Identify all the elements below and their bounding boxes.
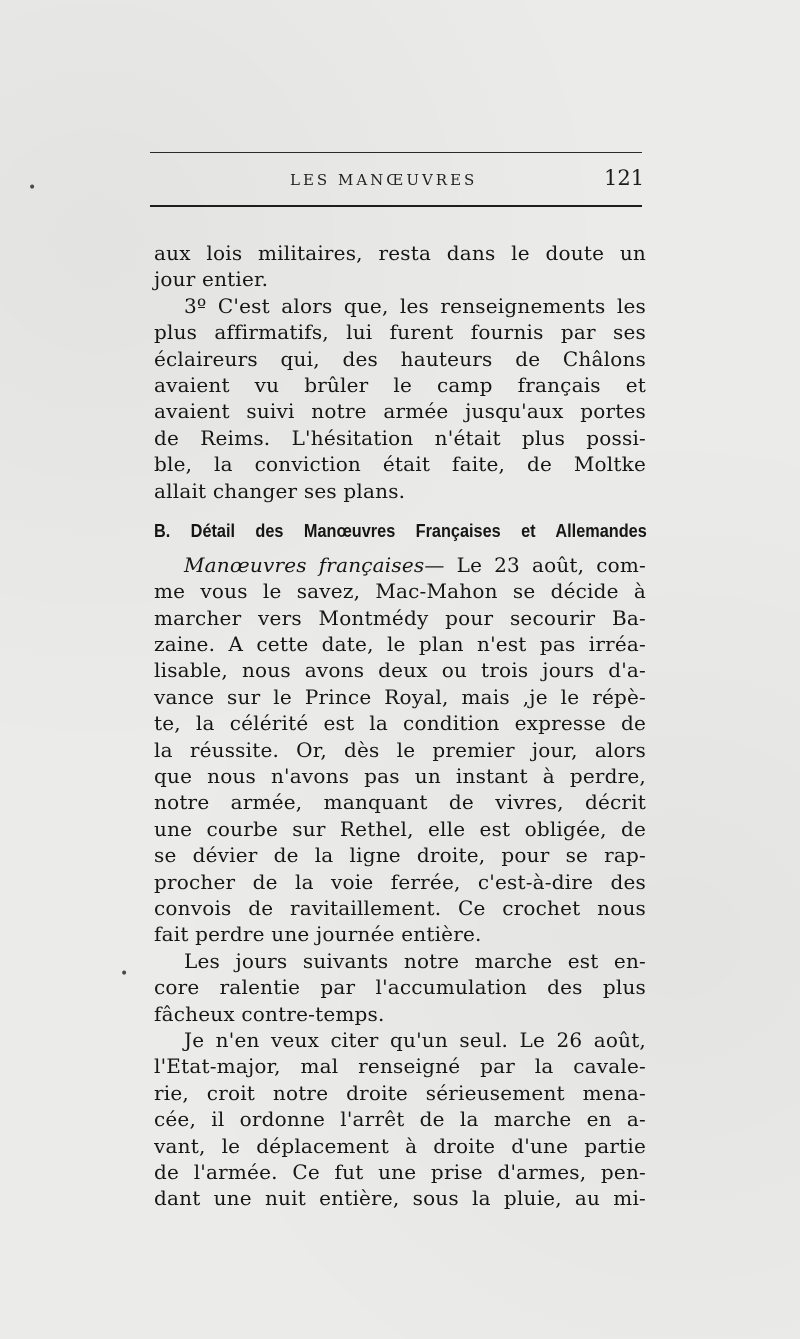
- header-rule-top: [150, 152, 642, 153]
- text-line: convois de ravitaillement. Ce crochet nous: [154, 895, 646, 920]
- text-line: une courbe sur Rethel, elle est obligée, de: [154, 816, 646, 841]
- text-line: plus affirmatifs, lui furent fournis par ses: [154, 320, 646, 345]
- text-line: fait perdre une journée entière.: [154, 922, 482, 947]
- text-line: l'Etat-major, mal renseigné par la cavale-: [154, 1054, 646, 1079]
- text-line: lisable, nous avons deux ou trois jours d'a-: [154, 658, 646, 683]
- text-line: vant, le déplacement à droite d'une partie: [154, 1133, 646, 1158]
- text-line: te, la célérité est la condition expresse de: [154, 711, 646, 736]
- page-number: 121: [604, 166, 645, 190]
- text-line: Je n'en veux citer qu'un seul. Le 26 août,: [184, 1027, 646, 1052]
- text-line: dant une nuit entière, sous la pluie, au mi-: [154, 1186, 646, 1211]
- text-line: Les jours suivants notre marche est en-: [184, 948, 646, 973]
- text-line: la réussite. Or, dès le premier jour, alors: [154, 737, 646, 762]
- body-text: [154, 240, 646, 1212]
- print-speck: •: [120, 966, 129, 982]
- text-line: jour entier.: [154, 267, 269, 292]
- text-line: rie, croit notre droite sérieusement mena-: [154, 1080, 646, 1105]
- text-line: avaient suivi notre armée jusqu'aux portes: [154, 399, 646, 424]
- text-line: cée, il ordonne l'arrêt de la marche en a-: [154, 1107, 646, 1132]
- text-line: ble, la conviction était faite, de Moltke: [154, 452, 646, 477]
- text-line: avaient vu brûler le camp français et: [154, 372, 646, 397]
- lead-rest: — Le 23 août, com-: [424, 552, 646, 577]
- text-line: de l'armée. Ce fut une prise d'armes, pen-: [154, 1159, 646, 1184]
- text-line: de Reims. L'hésitation n'était plus possi-: [154, 425, 646, 450]
- print-speck: •: [28, 180, 37, 196]
- text-line: me vous le savez, Mac-Mahon se décide à: [154, 579, 646, 604]
- text-line: notre armée, manquant de vivres, décrit: [154, 790, 646, 815]
- text-line: éclaireurs qui, des hauteurs de Châlons: [154, 346, 646, 371]
- text-line: aux lois militaires, resta dans le doute un: [154, 241, 646, 265]
- text-line: allait changer ses plans.: [154, 478, 406, 503]
- text-line: zaine. A cette date, le plan n'est pas irréa-: [154, 632, 646, 657]
- text-line: core ralentie par l'accumulation des plus: [154, 975, 646, 1000]
- text-line: procher de la voie ferrée, c'est-à-dire des: [154, 869, 646, 894]
- text-line: que nous n'avons pas un instant à perdre,: [154, 764, 646, 789]
- text-line: marcher vers Montmédy pour secourir Ba-: [154, 605, 646, 630]
- text-line: fâcheux contre-temps.: [154, 1001, 385, 1026]
- running-head: LES MANŒUVRES: [290, 171, 478, 189]
- text-line: 3º C'est alors que, les renseignements les: [184, 293, 646, 318]
- italic-lead: Manœuvres françaises: [184, 552, 425, 577]
- text-line: se dévier de la ligne droite, pour se rap-: [154, 843, 646, 868]
- header-rule-bottom: [150, 205, 642, 207]
- text-line: vance sur le Prince Royal, mais ,je le répè-: [154, 684, 646, 709]
- section-heading: B. Détail des Manœuvres Françaises et Allemandes: [154, 519, 647, 541]
- text-line: [154, 552, 646, 578]
